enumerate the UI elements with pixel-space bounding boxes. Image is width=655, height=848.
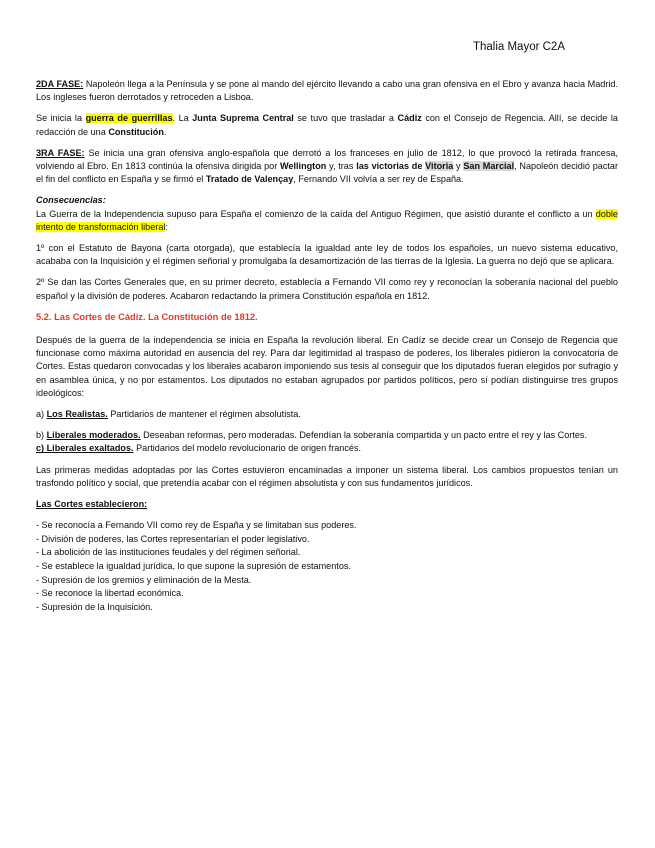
- list-item: - Se reconocía a Fernando VII como rey de España y se limitaban sus poderes.: [36, 520, 357, 531]
- list-item: - Se establece la igualdad jurídica, lo que supone la supresión de estamentos.: [36, 561, 351, 572]
- list-item: - Supresión de la Inquisición.: [36, 601, 153, 612]
- paragraph-despues: Después de la guerra de la independencia se inicia en España la revolución liberal. En Cadíz se decide crear un Consejo de Regencia que funcionase como máxima autoridad en ausencia del rey. Para dar legitimidad al traspaso de poderes, los liberales pidieron la convocatoria de Cortes. Estas quedaron convocadas y los liberales acabaron imponiendo sus tesis al conseguir que los diputados fueran elegidos por sufragio y en asamblea única, y no por estamentos. Los diputados no estaban agrupados por partidos políticos, pero sí podían distinguirse tres grupos ideológicos:: [36, 335, 618, 398]
- list-item: - Se reconoce la libertad económica.: [36, 588, 184, 599]
- highlight-doble-intento: doble intento de transformación liberal: [36, 208, 618, 232]
- paragraph-fase-3: 3RA FASE: Se inicia una gran ofensiva anglo-española que derrotó a los franceses en julio de 1812, lo que provocó la retirada francesa, volviendo al Ebro. En 1813 continúa la ofensiva dirigida por Wellington y, tras las victorias de Vitoria y San Marcial, Napoleón decidió pactar el fin del conflicto en España y se firmó el Tratado de Valençay, Fernando VII volvía a ser rey de España.: [36, 147, 618, 185]
- paragraph-consecuencias: La Guerra de la Independencia supuso para España el comienzo de la caída del Antiguo Régimen, que asistió durante el conflicto a un doble intento de transformación liberal:: [36, 208, 618, 232]
- author-header: Thalia Mayor C2A: [472, 41, 565, 53]
- paragraph-guerrilla: Se inicia la guerra de guerrillas. La Junta Suprema Central se tuvo que trasladar a Cádiz con el Consejo de Regencia. Allí, se decide la redacción de una Constitución.: [36, 113, 618, 137]
- paragraph-segundo: 2º Se dan las Cortes Generales que, en su primer decreto, establecía a Fernando VII como rey y reconocían la soberanía nacional del pueblo español y la división de poderes. Acabaron redactando la primera Constitución española en 1812.: [36, 277, 618, 301]
- document-body: [36, 78, 618, 614]
- list-item: - La abolición de las instituciones feudales y del régimen señorial.: [36, 547, 301, 558]
- paragraph-primero: 1º con el Estatuto de Bayona (carta otorgada), que establecía la igualdad ante ley de todos los españoles, un nuevo sistema educativo, acababa con la Inquisición y el régimen señorial y promulgaba la desamortización de las tierras de la Iglesia. La guerra no dejó que se aplicara.: [36, 243, 618, 267]
- consecuencias-title: Consecuencias:: [36, 195, 106, 206]
- list-item: - Supresión de los gremios y eliminación de la Mesta.: [36, 574, 252, 585]
- label-fase-2: 2DA FASE:: [36, 79, 84, 89]
- group-moderados: b) Liberales moderados. Deseaban reformas, pero moderadas. Defendían la soberanía compartida y un pacto entre el rey y las Cortes.: [36, 430, 587, 441]
- paragraph-fase-2: 2DA FASE: Napoleón llega a la Península y se pone al mando del ejército llevando a cabo una gran ofensiva en el Ebro y avanza hacia Madrid. Los ingleses fueron derrotados y retroceden a Lisboa.: [36, 79, 618, 103]
- highlight-san-marcial: San Marcial: [463, 161, 515, 172]
- list-item: - División de poderes, las Cortes representarían el poder legislativo.: [36, 533, 310, 544]
- group-exaltados: c) Liberales exaltados. Partidarios del modelo revolucionario de origen francés.: [36, 443, 362, 454]
- cortes-list: [36, 519, 618, 614]
- highlight-vitoria: Vitoria: [425, 161, 454, 172]
- cortes-title: Las Cortes establecieron:: [36, 499, 148, 510]
- highlight-guerrilla: guerra de guerrillas: [85, 113, 173, 124]
- section-title: 5.2. Las Cortes de Cádiz. La Constitución de 1812.: [36, 311, 258, 322]
- group-realistas: a) Los Realistas. Partidarios de mantener el régimen absolutista.: [36, 409, 301, 420]
- label-fase-3: 3RA FASE:: [36, 147, 85, 158]
- paragraph-medidas: Las primeras medidas adoptadas por las Cortes estuvieron encaminadas a imponer un sistema liberal. Los cambios propuestos tenían un trasfondo político y social, que pretendía acabar con el régimen absolutista y con sus fundamentos jurídicos.: [36, 464, 618, 488]
